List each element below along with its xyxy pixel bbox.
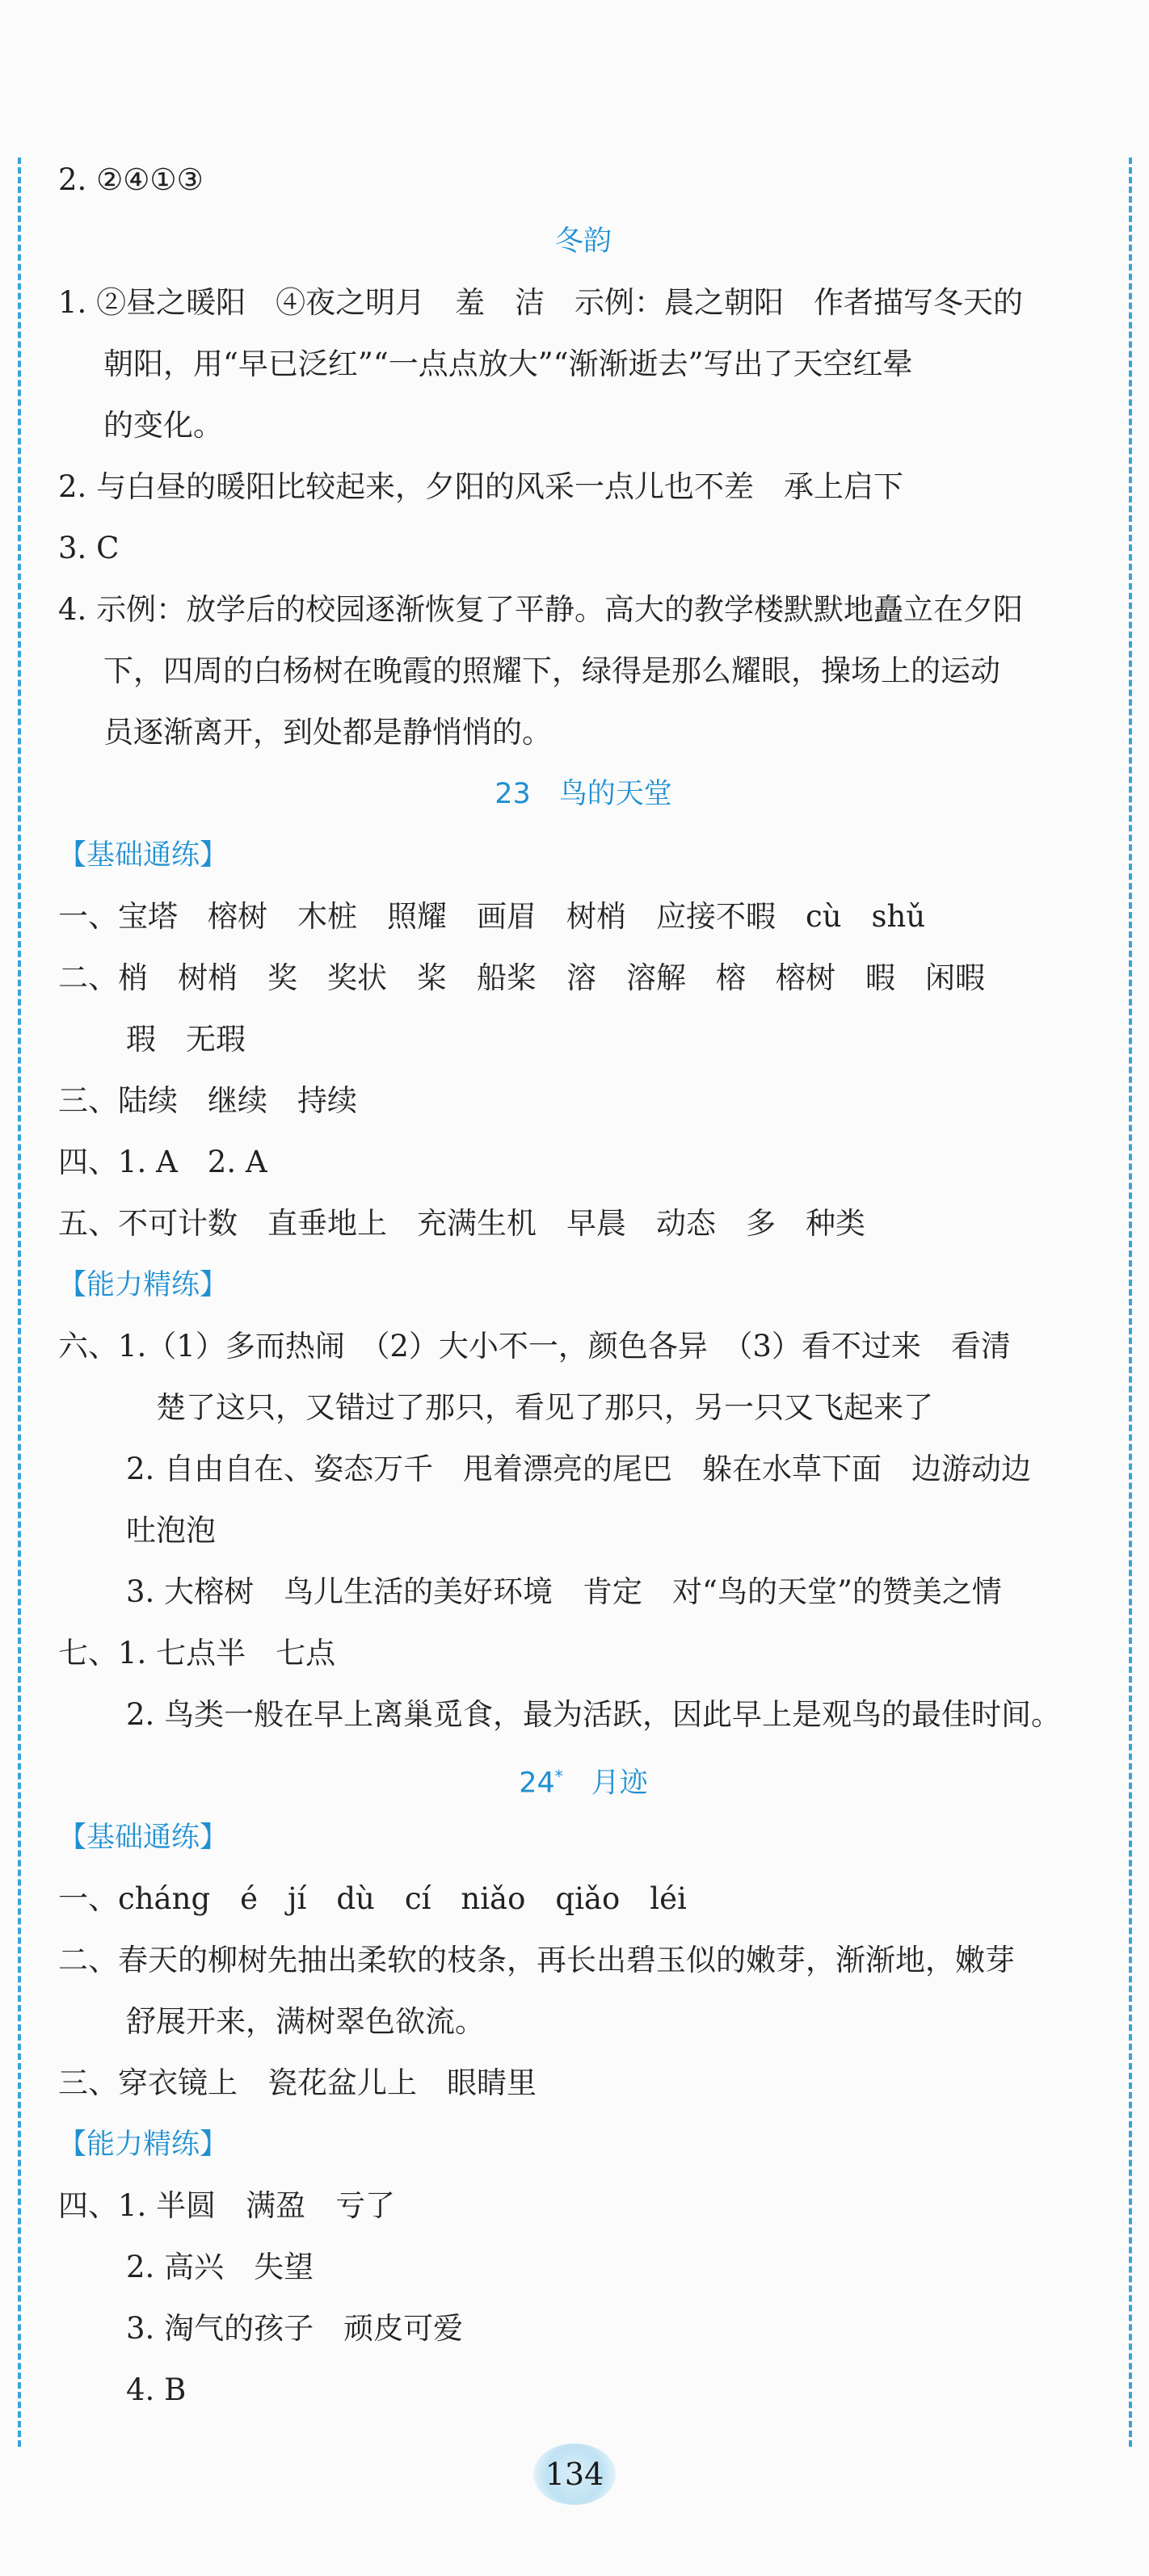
answer-line: 4. 示例：放学后的校园逐渐恢复了平静。高大的教学楼默默地矗立在夕阳 (58, 592, 1024, 627)
answer-line: 四、1. 半圆 满盈 亏了 (58, 2188, 396, 2223)
exercise-tag: 【能力精练】 (58, 2128, 229, 2161)
section-title (58, 763, 1109, 825)
answer-line: 2. 与白昼的暖阳比较起来，夕阳的风采一点儿也不差 承上启下 (58, 469, 904, 504)
answer-line: 三、陆续 继续 持续 (58, 1083, 357, 1118)
answer-line: 下，四周的白杨树在晚霞的照耀下，绿得是那么耀眼，操场上的运动 (103, 653, 1000, 688)
left-dashed-border (18, 158, 21, 2447)
answer-line: 2. 鸟类一般在早上离巢觅食，最为活跃，因此早上是观鸟的最佳时间。 (126, 1697, 1062, 1732)
section-title-name: 月迹 (562, 1767, 648, 1800)
answer-line: 3. C (58, 531, 120, 565)
answer-line: 1. ②昼之暖阳 ④夜之明月 羞 洁 示例：晨之朝阳 作者描写冬天的 (58, 285, 1024, 320)
exercise-tag: 【能力精练】 (58, 1269, 229, 1301)
page-number: 134 (533, 2444, 616, 2505)
section-title (58, 211, 1109, 272)
answer-line: 4. B (126, 2372, 187, 2407)
answer-line: 瑕 无瑕 (126, 1022, 246, 1057)
answer-line: 楚了这只，又错过了那只，看见了那只，另一只又飞起来了 (126, 1390, 933, 1425)
answer-line: 3. 大榕树 鸟儿生活的美好环境 肯定 对“鸟的天堂”的赞美之情 (126, 1574, 1002, 1609)
answer-line: 五、不可计数 直垂地上 充满生机 早晨 动态 多 种类 (58, 1206, 865, 1241)
section-title-sup: * (554, 1767, 563, 1786)
exercise-tag: 【基础通练】 (58, 839, 229, 872)
section-title-text: 23 鸟的天堂 (495, 778, 672, 810)
answer-line: 七、1. 七点半 七点 (58, 1636, 336, 1670)
answer-line: 一、cháng é jí dù cí niǎo qiǎo léi (58, 1881, 687, 1916)
answer-line: 2. 自由自在、姿态万千 甩着漂亮的尾巴 躲在水草下面 边游动边 (126, 1452, 1032, 1486)
answer-line: 四、1. A 2. A (58, 1145, 267, 1179)
answer-line: 的变化。 (103, 408, 223, 443)
answer-line: 二、春天的柳树先抽出柔软的枝条，再长出碧玉似的嫩芽，渐渐地，嫩芽 (58, 1943, 1015, 1977)
answer-line: 朝阳，用“早已泛红”“一点点放大”“渐渐逝去”写出了天空红晕 (103, 347, 913, 381)
answer-line: 一、宝塔 榕树 木桩 照耀 画眉 树梢 应接不暇 cù shǔ (58, 899, 926, 934)
answer-line: 二、梢 树梢 奖 奖状 桨 船桨 溶 溶解 榕 榕树 暇 闲暇 (58, 960, 985, 995)
answer-line: 2. 高兴 失望 (126, 2250, 314, 2284)
answer-line: 吐泡泡 (126, 1513, 216, 1548)
answer-line: 舒展开来，满树翠色欲流。 (126, 2004, 485, 2039)
section-title-text: 24 (519, 1767, 555, 1800)
answer-line: 3. 淘气的孩子 顽皮可爱 (126, 2311, 464, 2346)
exercise-tag: 【基础通练】 (58, 1822, 229, 1854)
answer-line: 员逐渐离开，到处都是静悄悄的。 (103, 715, 552, 750)
answer-line: 三、穿衣镜上 瓷花盆儿上 眼睛里 (58, 2065, 537, 2100)
section-title-text: 冬韵 (554, 225, 612, 258)
right-dashed-border (1129, 158, 1132, 2447)
section-title (58, 1746, 1109, 1807)
answer-line: 2. ②④①③ (58, 162, 204, 197)
answer-line: 六、1.（1）多而热闹 （2）大小不一，颜色各异 （3）看不过来 看清 (58, 1329, 1011, 1364)
answer-content (58, 149, 1109, 2421)
